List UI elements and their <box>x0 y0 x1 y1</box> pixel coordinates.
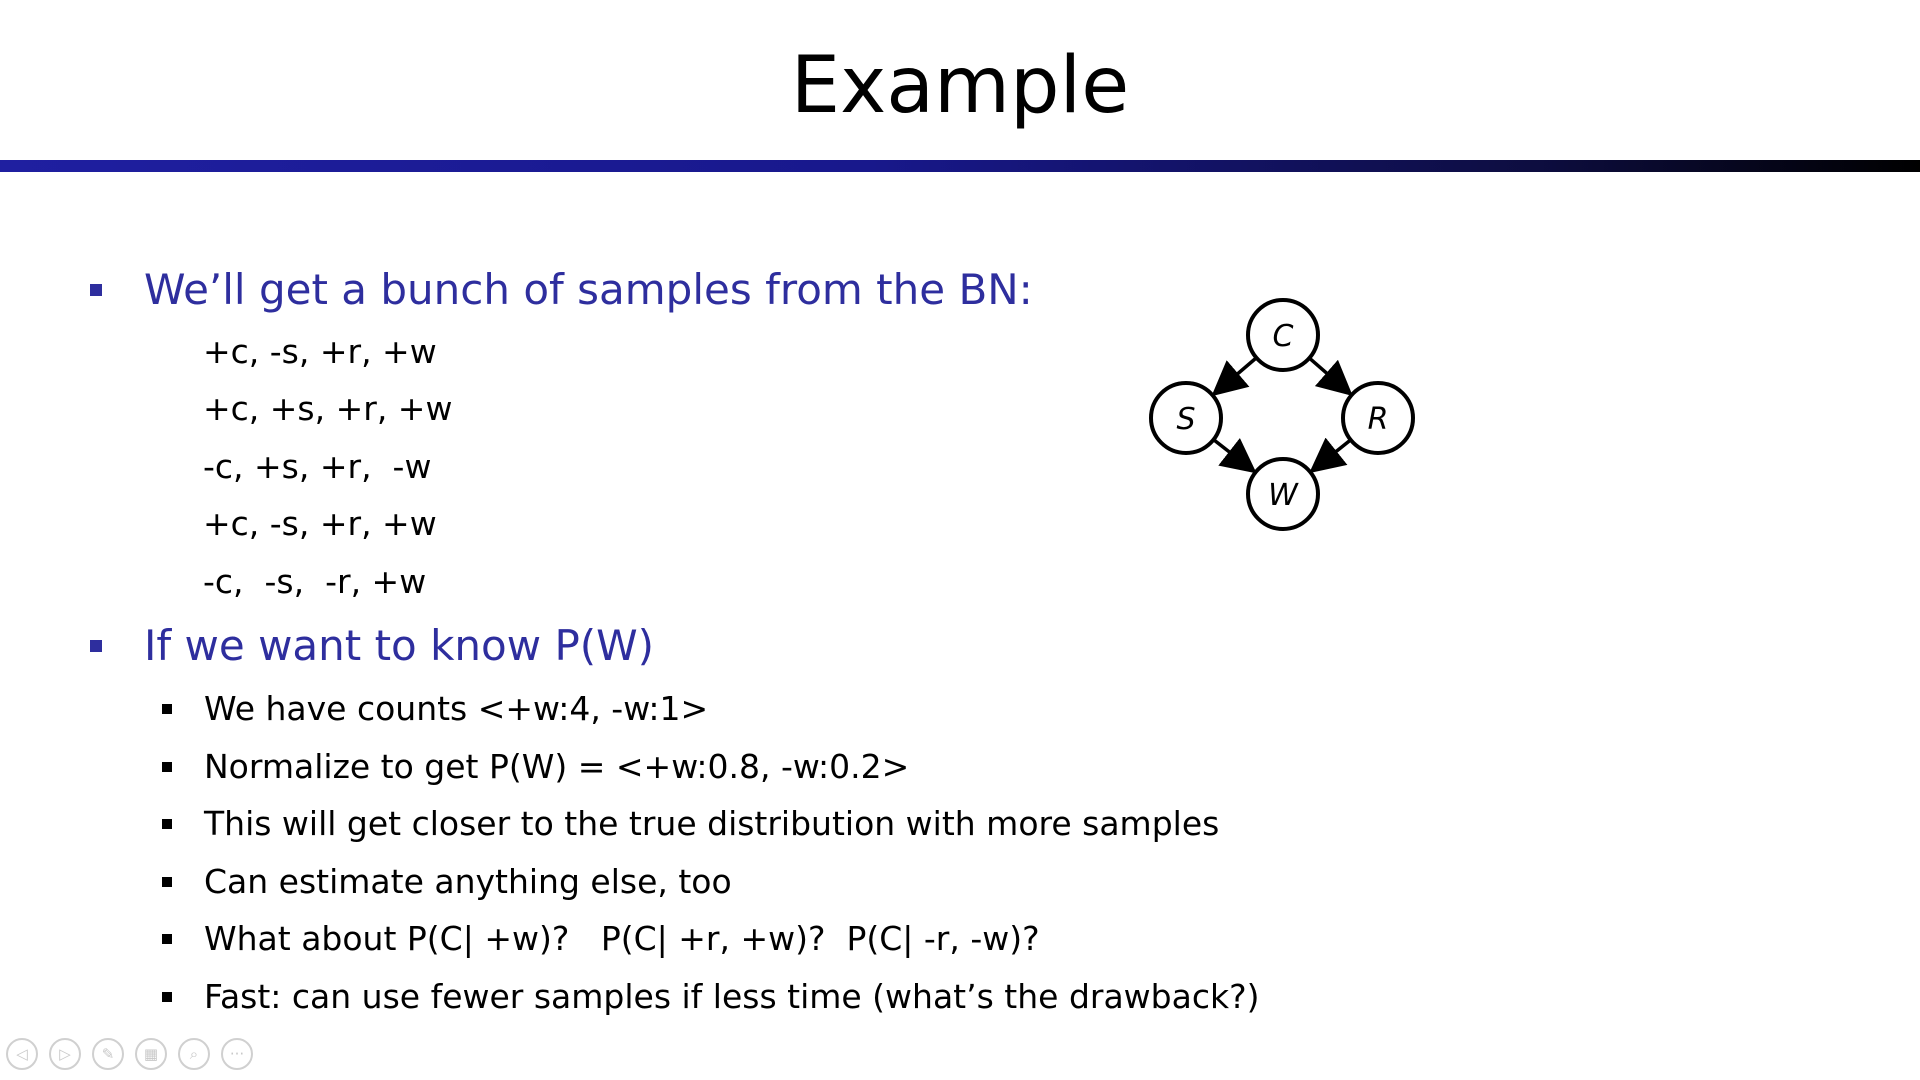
node-label: R <box>1367 402 1389 437</box>
node-c <box>1248 300 1318 370</box>
node-label: C <box>1272 319 1294 354</box>
sub-bullet-text: What about P(C| +w)? P(C| +r, +w)? P(C| -r, -w)? <box>204 919 1040 958</box>
sub-bullet-text: Fast: can use fewer samples if less time (what’s the drawback?) <box>204 977 1260 1016</box>
bullet-square-icon <box>162 877 172 887</box>
bullet-square-icon <box>162 819 172 829</box>
bullet-square-icon <box>162 762 172 772</box>
prev-slide-icon[interactable]: ◁ <box>6 1038 38 1070</box>
sub-bullet <box>162 745 909 789</box>
bullet-samples <box>90 262 1033 318</box>
bullet-samples-text: We’ll get a bunch of samples from the BN: <box>144 265 1033 314</box>
diagram-edges <box>1214 358 1351 471</box>
sample-line: -c, -s, -r, +w <box>203 562 427 601</box>
sub-bullet <box>162 860 732 904</box>
bullet-query-text: If we want to know P(W) <box>144 621 655 670</box>
edge-r-w <box>1312 440 1351 471</box>
node-r <box>1343 383 1413 453</box>
node-w <box>1248 459 1318 529</box>
sub-bullet-text: Can estimate anything else, too <box>204 862 732 901</box>
sub-bullet <box>162 917 1040 961</box>
bullet-square-icon <box>162 704 172 714</box>
node-label: W <box>1268 478 1298 513</box>
bullet-square-icon <box>90 284 102 296</box>
sub-bullet <box>162 687 708 731</box>
sub-bullet-text: This will get closer to the true distribution with more samples <box>204 804 1220 843</box>
node-label: S <box>1176 402 1196 437</box>
sample-line: +c, -s, +r, +w <box>203 332 437 371</box>
next-slide-icon[interactable]: ▷ <box>49 1038 81 1070</box>
bullet-query <box>90 618 654 674</box>
edge-c-s <box>1214 358 1256 394</box>
title-divider <box>0 160 1920 172</box>
sample-line: +c, -s, +r, +w <box>203 504 437 543</box>
sample-line: +c, +s, +r, +w <box>203 389 453 428</box>
bayes-net-diagram <box>1130 290 1430 540</box>
sample-line: -c, +s, +r, -w <box>203 447 432 486</box>
slide-title: Example <box>790 41 1130 131</box>
sub-bullet-text: Normalize to get P(W) = <+w:0.8, -w:0.2> <box>204 747 910 786</box>
zoom-icon[interactable]: ⌕ <box>178 1038 210 1070</box>
node-s <box>1151 383 1221 453</box>
sub-bullet-text: We have counts <+w:4, -w:1> <box>204 689 709 728</box>
bullet-square-icon <box>90 640 102 652</box>
more-options-icon[interactable]: ··· <box>221 1038 253 1070</box>
bullet-square-icon <box>162 934 172 944</box>
slideshow-toolbar <box>6 1038 253 1070</box>
bullet-square-icon <box>162 992 172 1002</box>
edge-c-r <box>1309 358 1350 394</box>
sub-bullet <box>162 802 1219 846</box>
slides-grid-icon[interactable]: ▦ <box>135 1038 167 1070</box>
sub-bullet <box>162 975 1259 1019</box>
edge-s-w <box>1214 440 1254 472</box>
diagram-nodes <box>1151 300 1413 529</box>
pen-icon[interactable]: ✎ <box>92 1038 124 1070</box>
